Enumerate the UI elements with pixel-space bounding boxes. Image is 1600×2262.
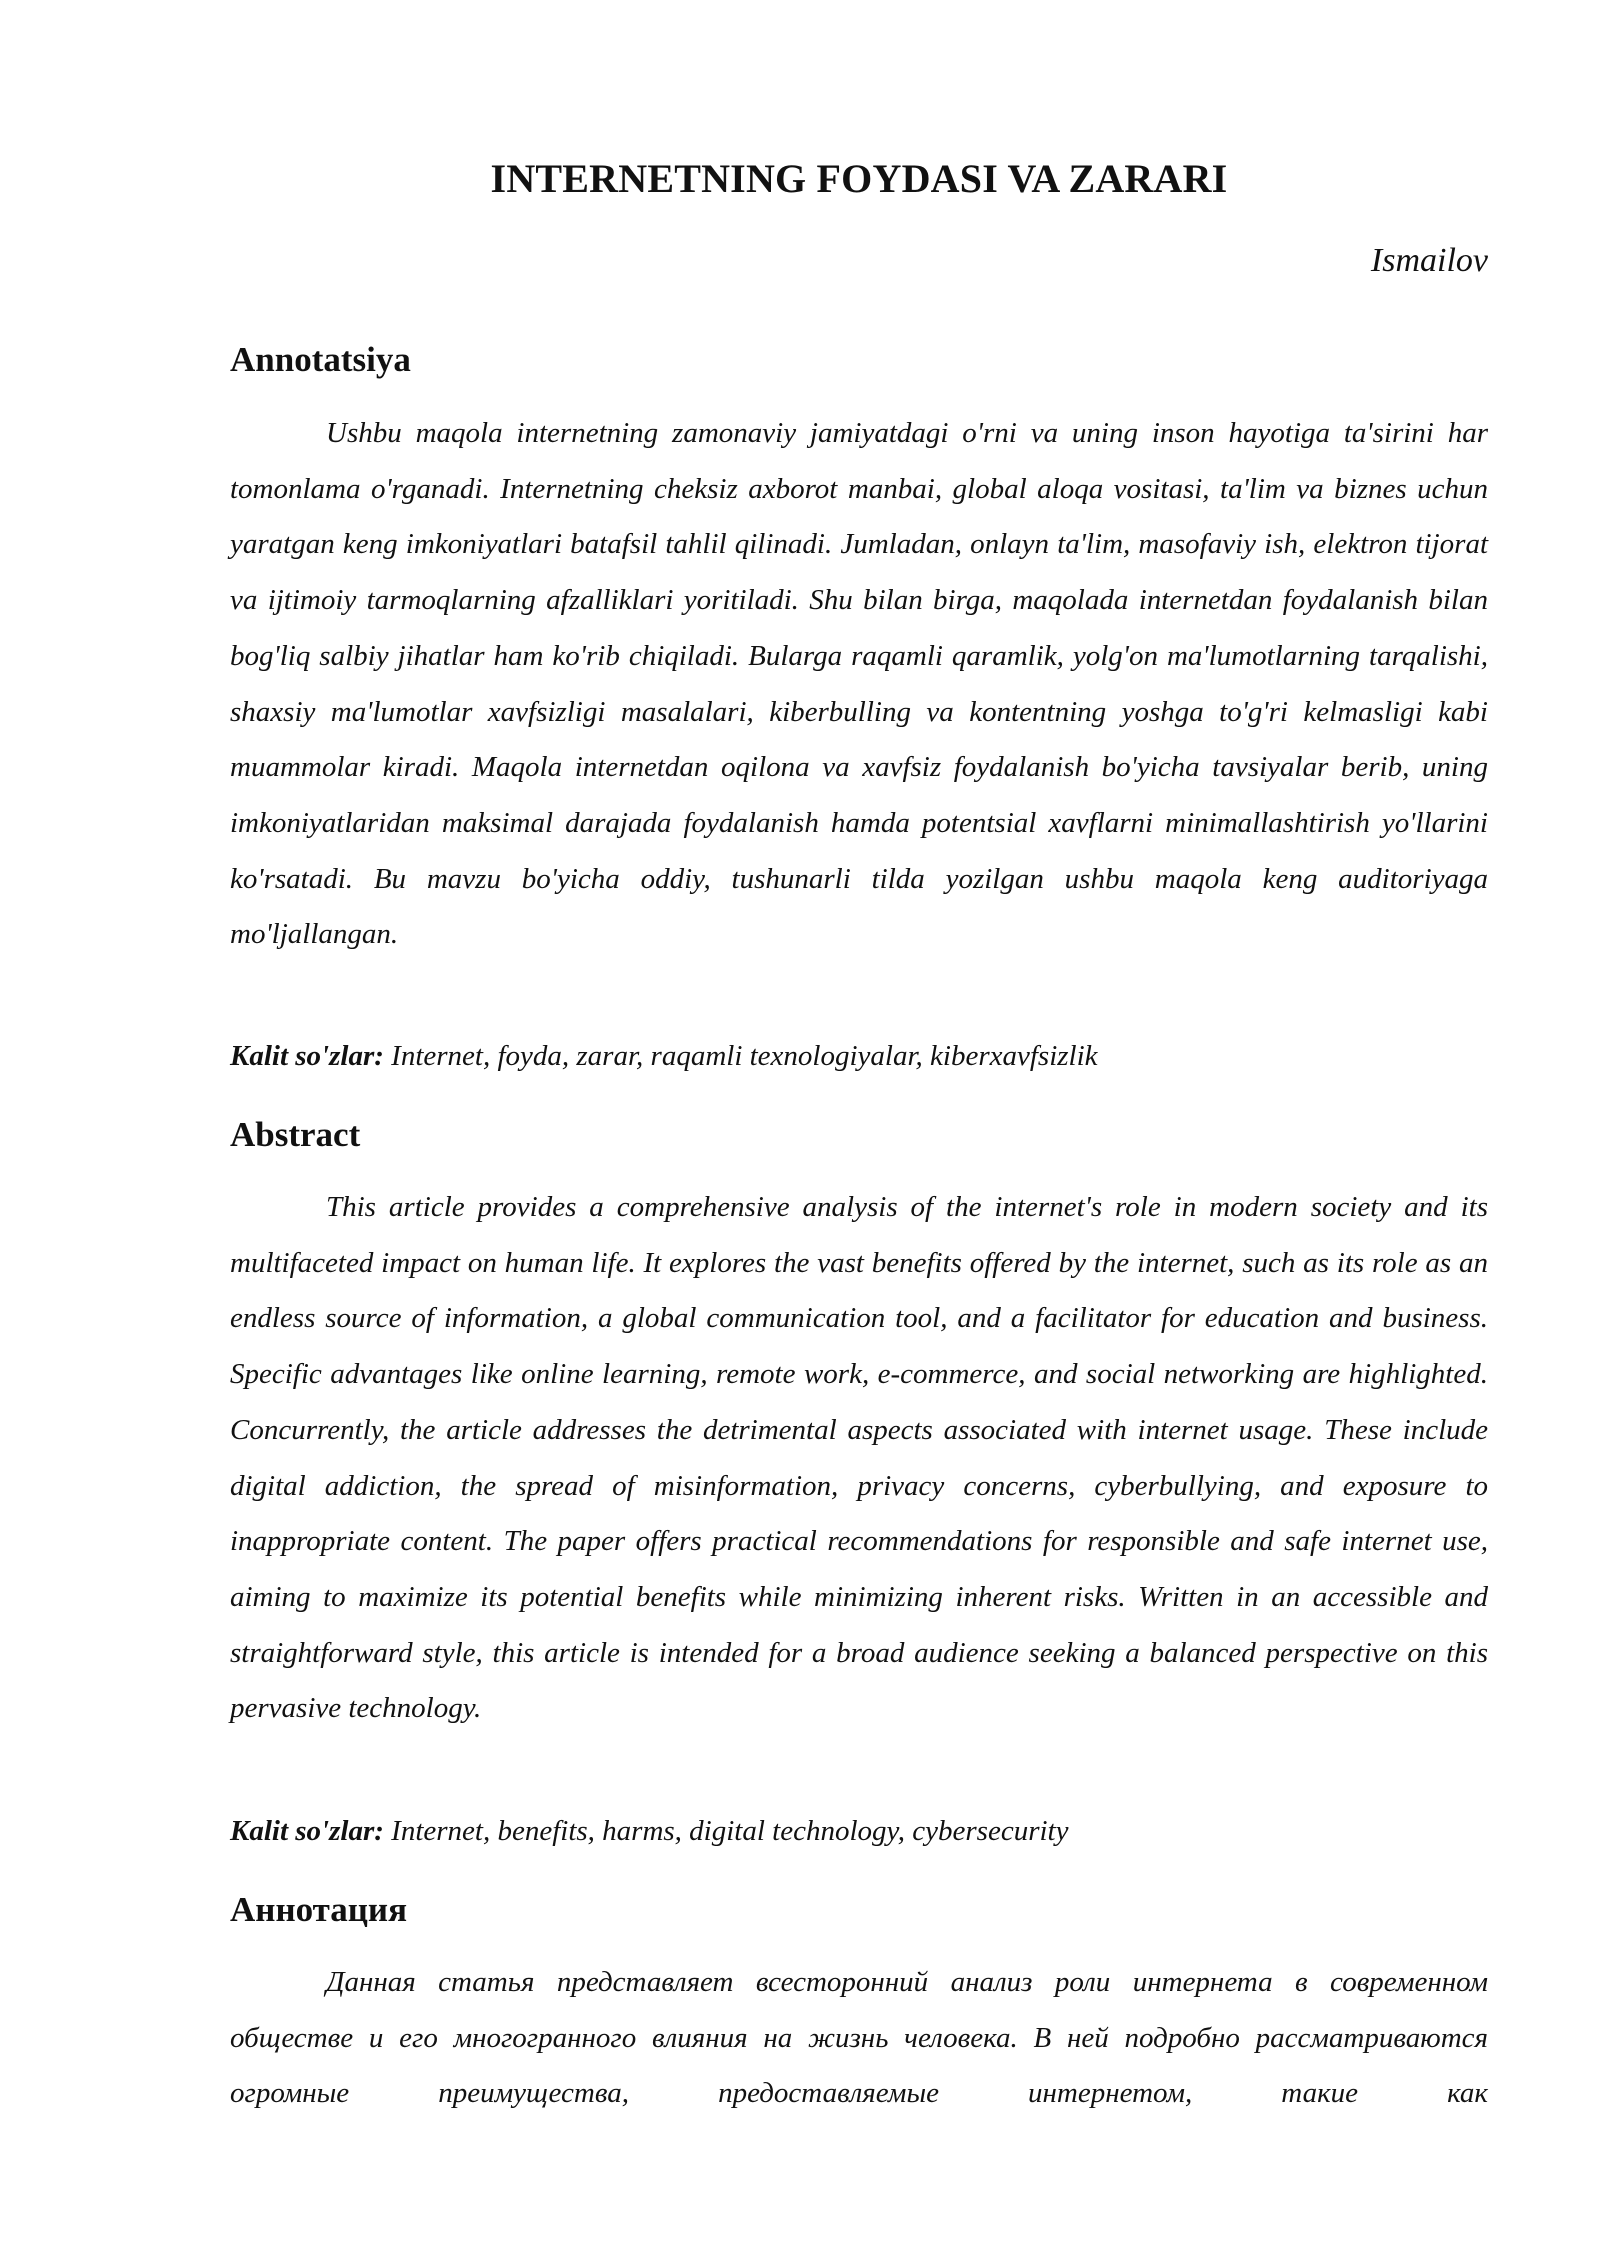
- abstract-keywords: [230, 1815, 1068, 1848]
- keywords-label: Kalit so'zlar:: [230, 1040, 384, 1072]
- keywords-text: Internet, foyda, zarar, raqamli texnologiyalar, kiberxavfsizlik: [383, 1040, 1098, 1072]
- section-heading-abstract: Abstract: [230, 1115, 361, 1154]
- abstract-paragraph: This article provides a comprehensive analysis of the internet's role in modern society and its multifaceted impact on human life. It explores the vast benefits offered by the internet, such as its role as an endless source of information, a global communication tool, and a facilitator for education and business. Specific advantages like online learning, remote work, e-commerce, and social networking are highlighted. Concurrently, the article addresses the detrimental aspects associated with internet usage. These include digital addiction, the spread of misinformation, privacy concerns, cyberbullying, and exposure to inappropriate content. The paper offers practical recommendations for responsible and safe internet use, aiming to maximize its potential benefits while minimizing inherent risks. Written in an accessible and straightforward style, this article is intended for a broad audience seeking a balanced perspective on this pervasive technology.: [230, 1191, 1488, 1725]
- section-heading-annotatsiya: Annotatsiya: [230, 340, 411, 379]
- annotatsiya-paragraph: Ushbu maqola internetning zamonaviy jamiyatdagi o'rni va uning inson hayotiga ta'sirini har tomonlama o'rganadi. Internetning cheksiz axborot manbai, global aloqa vositasi, ta'lim va biznes uchun yaratgan keng imkoniyatlari batafsil tahlil qilinadi. Jumladan, onlayn ta'lim, masofaviy ish, elektron tijorat va ijtimoiy tarmoqlarning afzalliklari yoritiladi. Shu bilan birga, maqolada internetdan foydalanish bilan bog'liq salbiy jihatlar ham ko'rib chiqiladi. Bularga raqamli qaramlik, yolg'on ma'lumotlarning tarqalishi, shaxsiy ma'lumotlar xavfsizligi masalalari, kiberbulling va kontentning yoshga to'g'ri kelmasligi kabi muammolar kiradi. Maqola internetdan oqilona va xavfsiz foydalanish bo'yicha tavsiyalar berib, uning imkoniyatlaridan maksimal darajada foydalanish hamda potentsial xavflarni minimallashtirish yo'llarini ko'rsatadi. Bu mavzu bo'yicha oddiy, tushunarli tilda yozilgan ushbu maqola keng auditoriyaga mo'ljallangan.: [230, 417, 1488, 951]
- annotatsiya-ru-paragraph: Данная статья представляет всесторонний анализ роли интернета в современном обществе и его многогранного влияния на жизнь человека. В ней подробно рассматриваются огромные преимущества, предоставляемые интернетом, такие как: [230, 1966, 1488, 2110]
- annotatsiya-keywords: [230, 1040, 1098, 1073]
- keywords-label: Kalit so'zlar:: [230, 1815, 384, 1847]
- paper-title: INTERNETNING FOYDASI VA ZARARI: [490, 156, 1228, 201]
- author-name: Ismailov: [1370, 242, 1488, 279]
- keywords-text: Internet, benefits, harms, digital technology, cybersecurity: [383, 1815, 1069, 1847]
- section-heading-annotatsiya-ru: Аннотация: [230, 1890, 408, 1929]
